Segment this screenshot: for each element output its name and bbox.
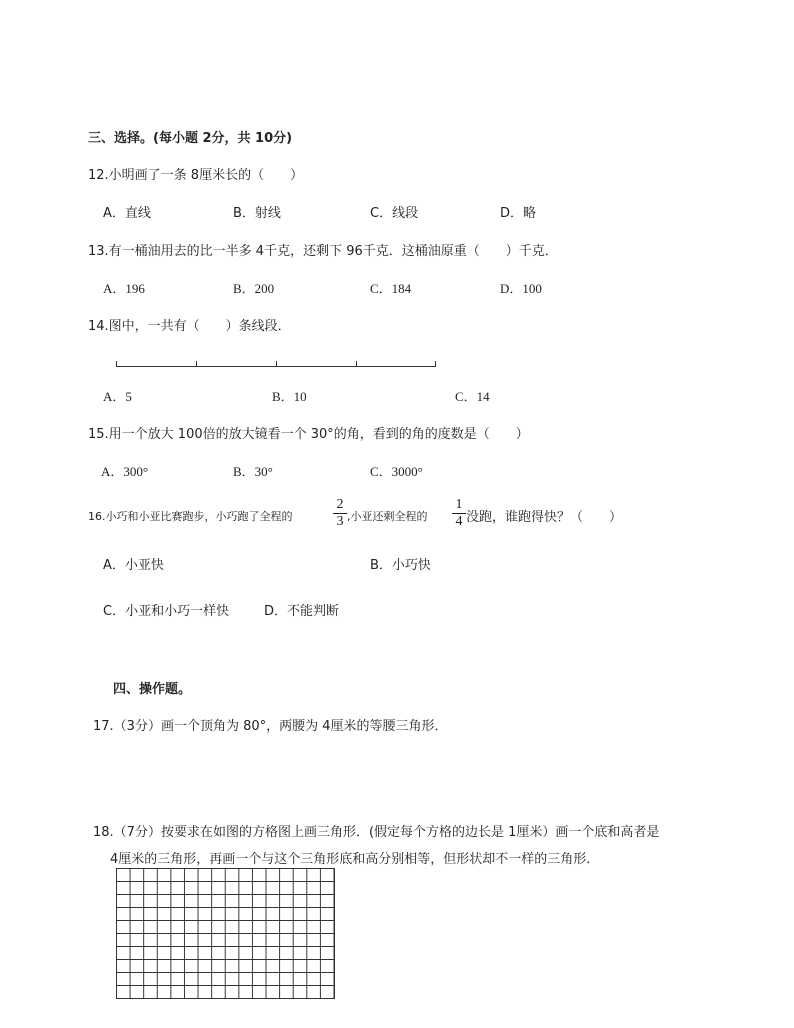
q14-option-b: B．10 (272, 389, 307, 404)
segment-point (356, 361, 357, 367)
fraction-denominator: 4 (455, 514, 463, 529)
q16-option-d: D．不能判断 (264, 604, 340, 619)
fraction-two-thirds (333, 498, 347, 529)
section-4-title: 四、操作题。 (113, 682, 192, 697)
q16-option-c: C．小亚和小巧一样快 (103, 604, 230, 619)
question-16-stem-part2: ,小亚还剩全程的 (347, 510, 428, 523)
section-3-title: 三、选择。(每小题 2分，共 10分) (88, 131, 293, 146)
fraction-one-quarter (452, 498, 466, 529)
question-16-stem-part3: 没跑，谁跑得快？（ ） (466, 510, 623, 525)
question-17-stem: 17.（3分）画一个顶角为 80°，两腰为 4厘米的等腰三角形． (93, 719, 448, 734)
q12-option-a: A．直线 (103, 206, 151, 221)
segment-point (276, 361, 277, 367)
question-18-stem-line1: 18.（7分）按要求在如图的方格图上画三角形．(假定每个方格的边长是 1厘米）画一个底和高者是 (93, 825, 660, 840)
question-16-stem-part1: 16.小巧和小亚比赛跑步，小巧跑了全程的 (88, 510, 293, 523)
q13-option-c: C．184 (370, 281, 412, 296)
q16-option-b: B．小巧快 (370, 558, 431, 573)
q13-option-a: A．196 (103, 281, 145, 296)
q15-option-a: A．300° (101, 464, 149, 479)
segment-endpoint (116, 361, 117, 367)
fraction-numerator: 1 (455, 497, 463, 512)
question-12-stem: 12.小明画了一条 8厘米长的（ ） (88, 168, 304, 183)
q12-option-c: C．线段 (370, 206, 419, 221)
q12-option-b: B．射线 (233, 206, 281, 221)
q15-option-b: B．30° (233, 464, 273, 479)
fraction-denominator: 3 (336, 514, 344, 529)
segment-point (196, 361, 197, 367)
question-13-stem: 13.有一桶油用去的比一半多 4千克，还剩下 96千克．这桶油原重（ ）千克． (88, 244, 558, 259)
q12-option-d: D．略 (500, 206, 537, 221)
q15-option-c: C．3000° (370, 464, 423, 479)
q13-option-b: B．200 (233, 281, 275, 296)
fraction-numerator: 2 (336, 497, 344, 512)
segment-endpoint (435, 361, 436, 367)
square-grid (116, 868, 335, 999)
q16-option-a: A．小亚快 (103, 558, 164, 573)
question-18-stem-line2: 4厘米的三角形，再画一个与这个三角形底和高分别相等，但形状却不一样的三角形． (110, 852, 600, 867)
question-15-stem: 15.用一个放大 100倍的放大镜看一个 30°的角，看到的角的度数是（ ） (88, 427, 529, 442)
q14-option-a: A．5 (103, 389, 132, 404)
q14-option-c: C．14 (455, 389, 490, 404)
q13-option-d: D．100 (500, 281, 542, 296)
question-14-stem: 14.图中，一共有（ ）条线段． (88, 319, 291, 334)
